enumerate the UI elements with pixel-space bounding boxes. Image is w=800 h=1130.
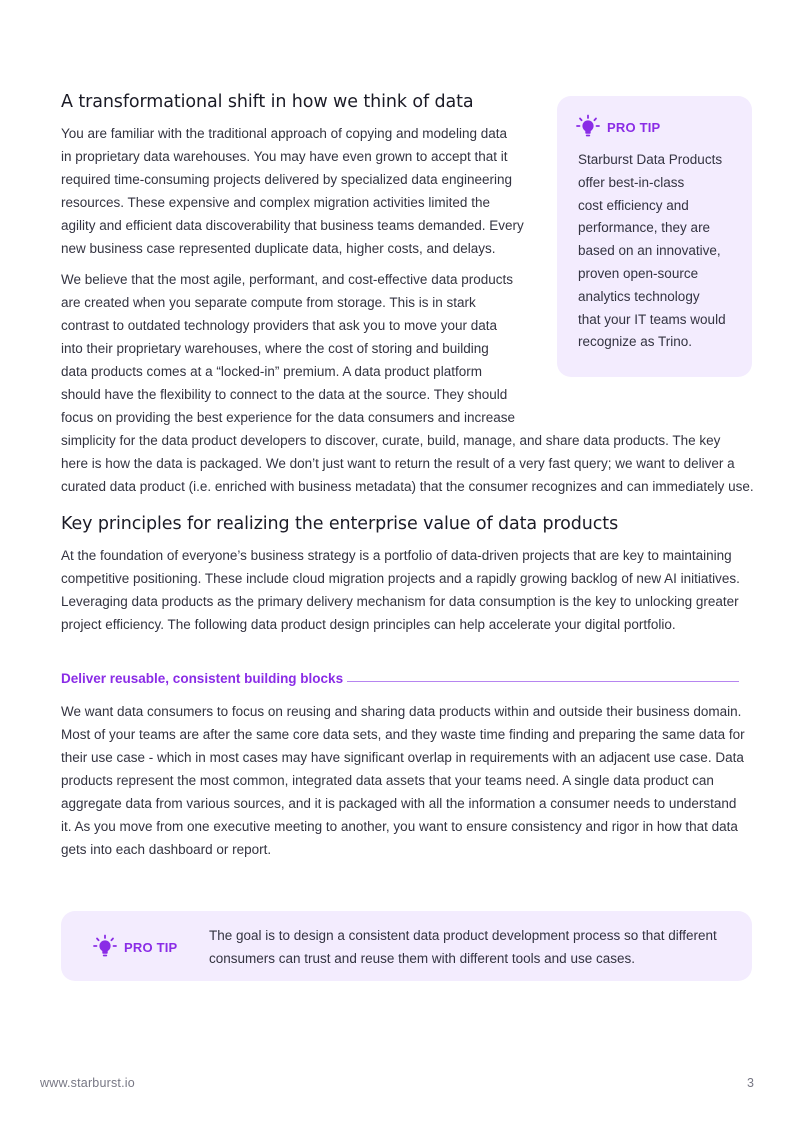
subsection-paragraph [61,700,745,861]
lightbulb-icon [575,114,601,140]
lightbulb-icon [92,934,118,960]
paragraph-line: agility and efficient data discoverability that business teams demanded. Every [61,218,524,233]
paragraph-line: their use case - which in most cases may have significant overlap in requirements with an adjacent use case. Data [61,750,744,765]
section-title-key-principles: Key principles for realizing the enterprise value of data products [61,514,619,534]
tip-line: analytics technology [578,288,700,304]
subsection-divider [347,681,739,682]
paragraph-line: We believe that the most agile, performant, and cost-effective data products [61,272,513,287]
tip-line: that your IT teams would [578,311,726,327]
paragraph-line: resources. These expensive and complex migration activities limited the [61,195,490,210]
tip-line: Starburst Data Products [578,152,723,167]
paragraph-line: aggregate data from various sources, and it is packaged with all the information a consumer needs to understand [61,796,737,811]
tip-line: performance, they are [578,220,711,236]
paragraph-line: should have the flexibility to connect to the data at the source. They should [61,387,508,402]
paragraph-line: here is how the data is packaged. We don’t just want to return the result of a very fast query; we want to deliver a [61,456,735,471]
paragraph-line: Leveraging data products as the primary delivery mechanism for data consumption is the key to unlocking greater [61,594,739,609]
section2-paragraph [61,544,740,636]
tip-line: proven open-source [578,265,699,281]
paragraph-line: products represent the most common, integrated data assets that your teams need. A single data product can [61,773,714,788]
tip-line: The goal is to design a consistent data product development process so that different [209,928,717,943]
tip-line: recognize as Trino. [578,334,693,350]
paragraph-line: focus on providing the best experience for the data consumers and increase [61,410,516,425]
paragraph-line: are created when you separate compute from storage. This is in stark [61,295,476,310]
paragraph-line: it. As you move from one executive meeting to another, you want to ensure consistency and rigor in how that data [61,819,738,834]
paragraph-line: contrast to outdated technology providers that ask you to move your data [61,318,498,333]
paragraph-line: You are familiar with the traditional approach of copying and modeling data [61,126,508,141]
pro-tip-label: PRO TIP [124,939,178,955]
section-title-transformational-shift: A transformational shift in how we think of data [61,92,474,112]
paragraph-line: project efficiency. The following data product design principles can help accelerate your digital portfolio. [61,617,676,632]
tip-line: cost efficiency and [578,197,689,213]
paragraph-line: simplicity for the data product developers to discover, curate, build, manage, and share data products. The key [61,433,721,448]
paragraph-line: curated data product (i.e. enriched with business metadata) that the consumer recognizes and can immediately use. [61,479,754,494]
paragraph-line: We want data consumers to focus on reusing and sharing data products within and outside their business domain. [61,704,742,719]
paragraph-line: in proprietary data warehouses. You may have even grown to accept that it [61,149,508,164]
paragraph-line: At the foundation of everyone’s business strategy is a portfolio of data-driven projects that are key to maintaining [61,548,732,563]
footer-website-link[interactable]: www.starburst.io [40,1076,135,1090]
paragraph-line: gets into each dashboard or report. [61,842,272,857]
paragraph-line: competitive positioning. These include cloud migration projects and a rapidly growing backlog of new AI initiatives. [61,571,740,586]
paragraph-line: new business case represented duplicate data, higher costs, and delays. [61,241,496,256]
pro-tip-sidebar-header [575,114,660,140]
paragraph-line: into their proprietary warehouses, where the cost of storing and building [61,341,489,356]
paragraph-line: Most of your teams are after the same core data sets, and they waste time finding and preparing the same data for [61,727,745,742]
tip-line: consumers can trust and reuse them with different tools and use cases. [209,951,635,966]
subsection-title: Deliver reusable, consistent building blocks [61,671,344,686]
tip-line: based on an innovative, [578,243,721,259]
paragraph-line: required time-consuming projects delivered by specialized data engineering [61,172,513,187]
pro-tip-banner-text [209,924,717,970]
pro-tip-banner-header [92,934,177,960]
tip-line: offer best-in-class [578,174,685,190]
pro-tip-label: PRO TIP [607,119,661,135]
section1-paragraph-1 [61,122,524,260]
page-number: 3 [747,1076,754,1090]
paragraph-line: data products comes at a “locked-in” premium. A data product platform [61,364,482,379]
pro-tip-sidebar-text [578,149,726,354]
